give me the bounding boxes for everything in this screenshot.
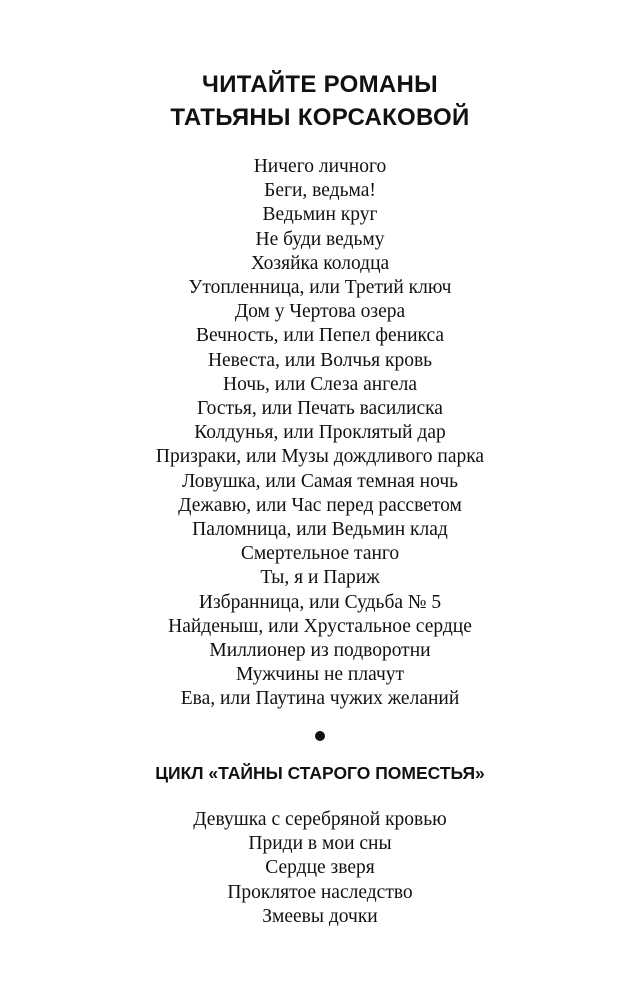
- novels-list: [0, 155, 640, 712]
- list-item: Дом у Чертова озера: [234, 301, 406, 323]
- list-item: Смертельное танго: [240, 543, 400, 565]
- list-item: Ловушка, или Самая темная ночь: [181, 470, 459, 492]
- list-item: Ведьмин круг: [262, 204, 378, 226]
- list-item: Гостья, или Печать василиска: [197, 398, 443, 420]
- page-heading: [0, 68, 640, 134]
- cycle-books-list: [0, 808, 640, 929]
- list-item: Ночь, или Слеза ангела: [223, 373, 417, 395]
- list-item: Ты, я и Париж: [260, 567, 380, 589]
- list-item: Призраки, или Музы дождливого парка: [155, 446, 485, 468]
- list-item: Избранница, или Судьба № 5: [198, 591, 442, 613]
- list-item: Вечность, или Пепел феникса: [195, 325, 445, 347]
- list-item: Проклятое наследство: [227, 881, 413, 903]
- list-item: Дежавю, или Час перед рассветом: [178, 494, 462, 516]
- list-item: Девушка с серебряной кровью: [193, 809, 447, 830]
- list-item: Беги, ведьма!: [264, 180, 376, 202]
- cycle-title: ЦИКЛ «ТАЙНЫ СТАРОГО ПОМЕСТЬЯ»: [155, 763, 485, 783]
- list-item: Ничего личного: [253, 156, 387, 177]
- list-item: Ева, или Паутина чужих желаний: [180, 688, 460, 710]
- list-item: Змеевы дочки: [262, 905, 378, 927]
- separator-bullet: [315, 731, 325, 741]
- list-item: Колдунья, или Проклятый дар: [194, 422, 446, 444]
- list-item: Не буди ведьму: [255, 228, 385, 250]
- list-item: Сердце зверя: [265, 857, 375, 879]
- list-item: Хозяйка колодца: [250, 252, 390, 274]
- list-item: Невеста, или Волчья кровь: [207, 349, 433, 371]
- list-item: Найденыш, или Хрустальное сердце: [168, 615, 472, 637]
- list-item: Паломница, или Ведьмин клад: [192, 519, 448, 541]
- list-item: Мужчины не плачут: [235, 664, 405, 686]
- heading-line-2: ТАТЬЯНЫ КОРСАКОВОЙ: [170, 104, 470, 131]
- list-item: Приди в мои сны: [248, 833, 392, 855]
- list-item: Миллионер из подворотни: [209, 640, 431, 662]
- heading-line-1: ЧИТАЙТЕ РОМАНЫ: [202, 71, 438, 98]
- list-item: Утопленница, или Третий ключ: [188, 277, 452, 299]
